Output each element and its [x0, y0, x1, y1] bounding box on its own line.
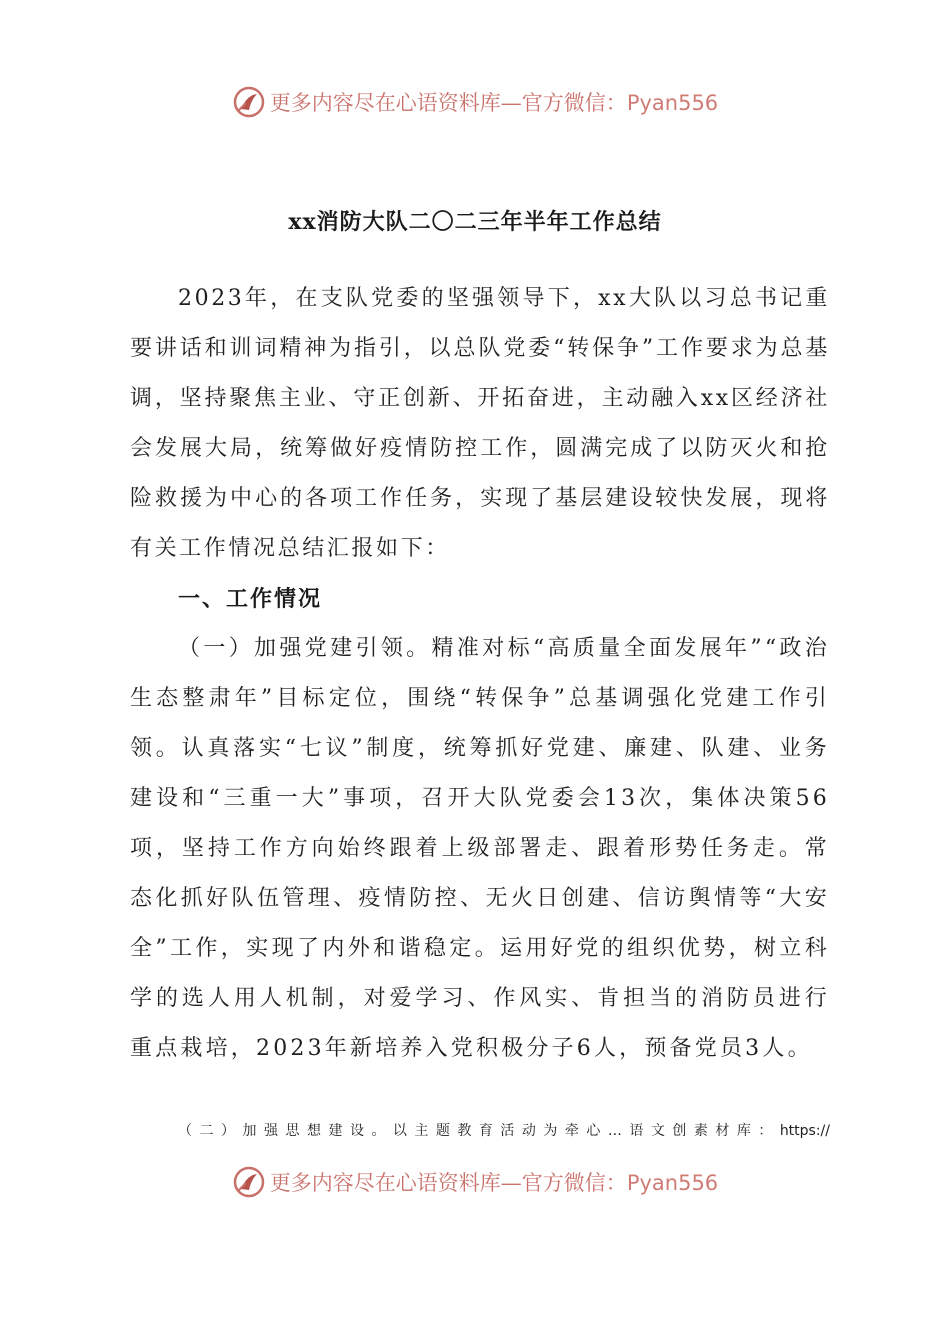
watermark-text: 更多内容尽在心语资料库—官方微信：Pyan556 — [269, 1171, 719, 1195]
watermark-banner-top — [0, 82, 950, 122]
section-paragraph-1: （一）加强党建引领。精准对标“高质量全面发展年”“政治生态整肃年”目标定位，围绕“转保争”总基调强化党建工作引领。认真落实“七议”制度，统筹抓好党建、廉建、队建、业务建设和“三重一大”事项，召开大队党委会13次，集体决策56项，坚持工作方向始终跟着上级部署走、跟着形势任务走。常态化抓好队伍管理、疫情防控、无火日创建、信访舆情等“大安全”工作，实现了内外和谐稳定。运用好党的组织优势，树立科学的选人用人机制，对爱学习、作风实、肯担当的消防员进行重点栽培，2023年新培养入党积极分子6人，预备党员3人。 — [130, 636, 830, 1061]
watermark-text: 更多内容尽在心语资料库—官方微信：Pyan556 — [269, 91, 719, 115]
intro-paragraph: 2023年，在支队党委的坚强领导下，xx大队以习总书记重要讲话和训词精神为指引，以总队党委“转保争”工作要求为总基调，坚持聚焦主业、守正创新、开拓奋进，主动融入xx区经济社会发展大局，统筹做好疫情防控工作，圆满完成了以防灭火和抢险救援为中心的各项工作任务，实现了基层建设较快发展，现将有关工作情况总结汇报如下： — [130, 286, 830, 561]
section-heading: 一、工作情况 — [178, 586, 323, 612]
brand-logo-icon — [232, 85, 266, 119]
document-title: xx消防大队二〇二三年半年工作总结 — [288, 209, 662, 235]
brand-logo-icon — [232, 1165, 266, 1199]
source-url: https:// — [779, 1123, 830, 1139]
section-paragraph-2-truncated: （二）加强思想建设。以主题教育活动为牵心…语文创素材库：https:// — [178, 1123, 830, 1139]
watermark-banner-bottom — [0, 1162, 950, 1202]
